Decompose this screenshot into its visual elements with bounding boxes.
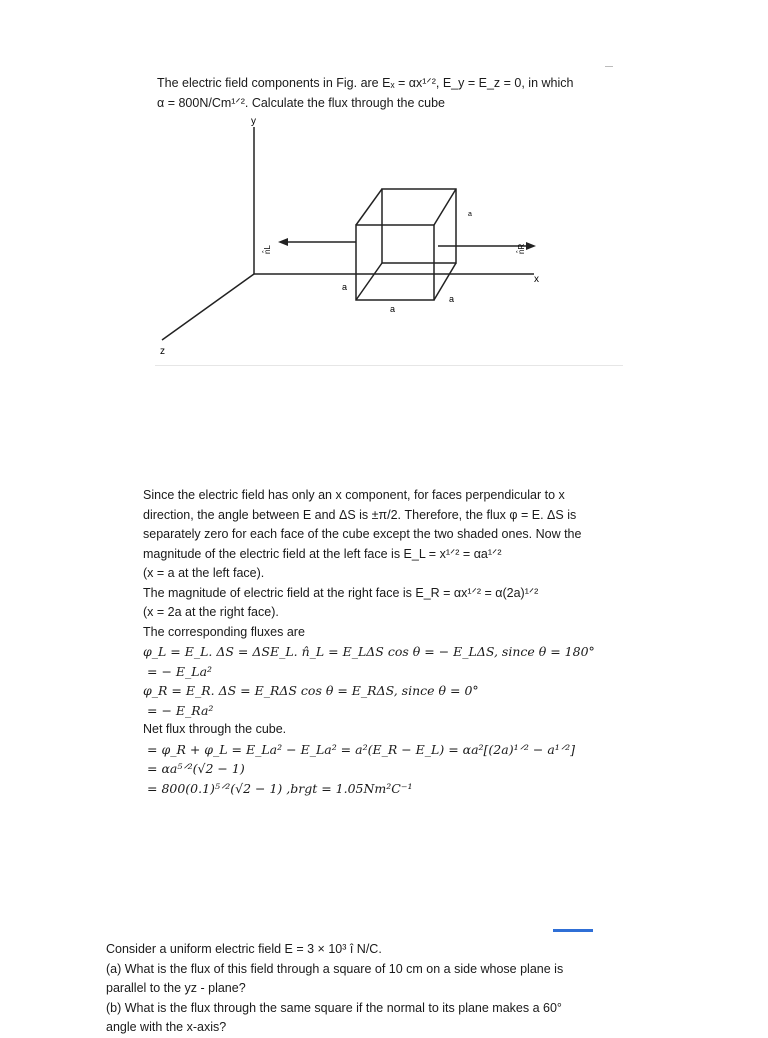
cube-back-face [382,189,456,263]
cube-figure [150,112,620,362]
accent-bar [553,929,593,932]
z-axis [162,274,254,340]
axis-x-label: x [534,274,539,285]
equation-line: = − E_Ra² [147,702,214,718]
corner-mark [605,66,613,67]
equation-line: φ_L = E_L. ΔS = ΔSE_L. n̂_L = E_LΔS cos θ = − E_LΔS, since θ = 180° [143,644,595,659]
equation-line: = − E_La² [147,663,213,679]
axis-y-label: y [251,116,256,127]
equation-line: = αa⁵ᐟ²(√2 − 1) [147,761,245,776]
problem-2 [106,940,563,1038]
problem-statement [157,74,573,113]
solution-line: (x = 2a at the right face). [143,605,279,619]
figure-divider [155,365,623,366]
problem2-line: parallel to the yz - plane? [106,981,246,995]
problem2-line: (a) What is the flux of this field through a square of 10 cm on a side whose plane is [106,961,564,976]
edge-label-front: a [342,282,348,292]
problem2-line: angle with the x-axis? [106,1020,227,1034]
solution-line: The corresponding fluxes are [143,624,305,639]
edge-label-bottom: a [390,304,396,314]
equation-line: = 800(0.1)⁵ᐟ²(√2 − 1) ,brgt = 1.05Nm²C⁻¹ [147,780,413,796]
edge-label-top: a [468,211,472,218]
axis-z-label: z [160,346,165,357]
problem-line-2: α = 800N/Cm¹ᐟ². Calculate the flux through the cube [157,95,446,110]
solution-line: magnitude of the electric field at the left face is E_L = x¹ᐟ² = αa¹ᐟ² [143,546,502,561]
equation-line: φ_R = E_R. ΔS = E_RΔS cos θ = E_RΔS, since θ = 0° [143,683,479,698]
equation-line: = φ_R + φ_L = E_La² − E_La² = a²(E_R − E_L) = αa²[(2a)¹ᐟ² − a¹ᐟ²] [147,741,575,757]
problem2-line: (b) What is the flux through the same square if the normal to its plane makes a 60° [106,1000,562,1015]
edge-label-side: a [449,294,455,304]
solution-line: separately zero for each face of the cube except the two shaded ones. Now the [143,527,582,541]
solution-line: Net flux through the cube. [143,722,287,736]
solution-line: Since the electric field has only an x component, for faces perpendicular to x [143,488,565,502]
normal-left-label: n̂L [263,245,272,254]
solution-block [143,486,595,798]
problem2-line: Consider a uniform electric field E = 3 × 10³ î N/C. [106,942,382,956]
normal-right-label: n̂R [517,243,526,254]
problem-line-1: The electric field components in Fig. are Eₓ = αx¹ᐟ², E_y = E_z = 0, in which [157,76,574,90]
solution-line: The magnitude of electric field at the right face is E_R = αx¹ᐟ² = α(2a)¹ᐟ² [143,585,539,600]
solution-line: direction, the angle between E and ΔS is ±π/2. Therefore, the flux φ = E. ΔS is [143,507,577,522]
solution-line: (x = a at the left face). [143,566,265,580]
